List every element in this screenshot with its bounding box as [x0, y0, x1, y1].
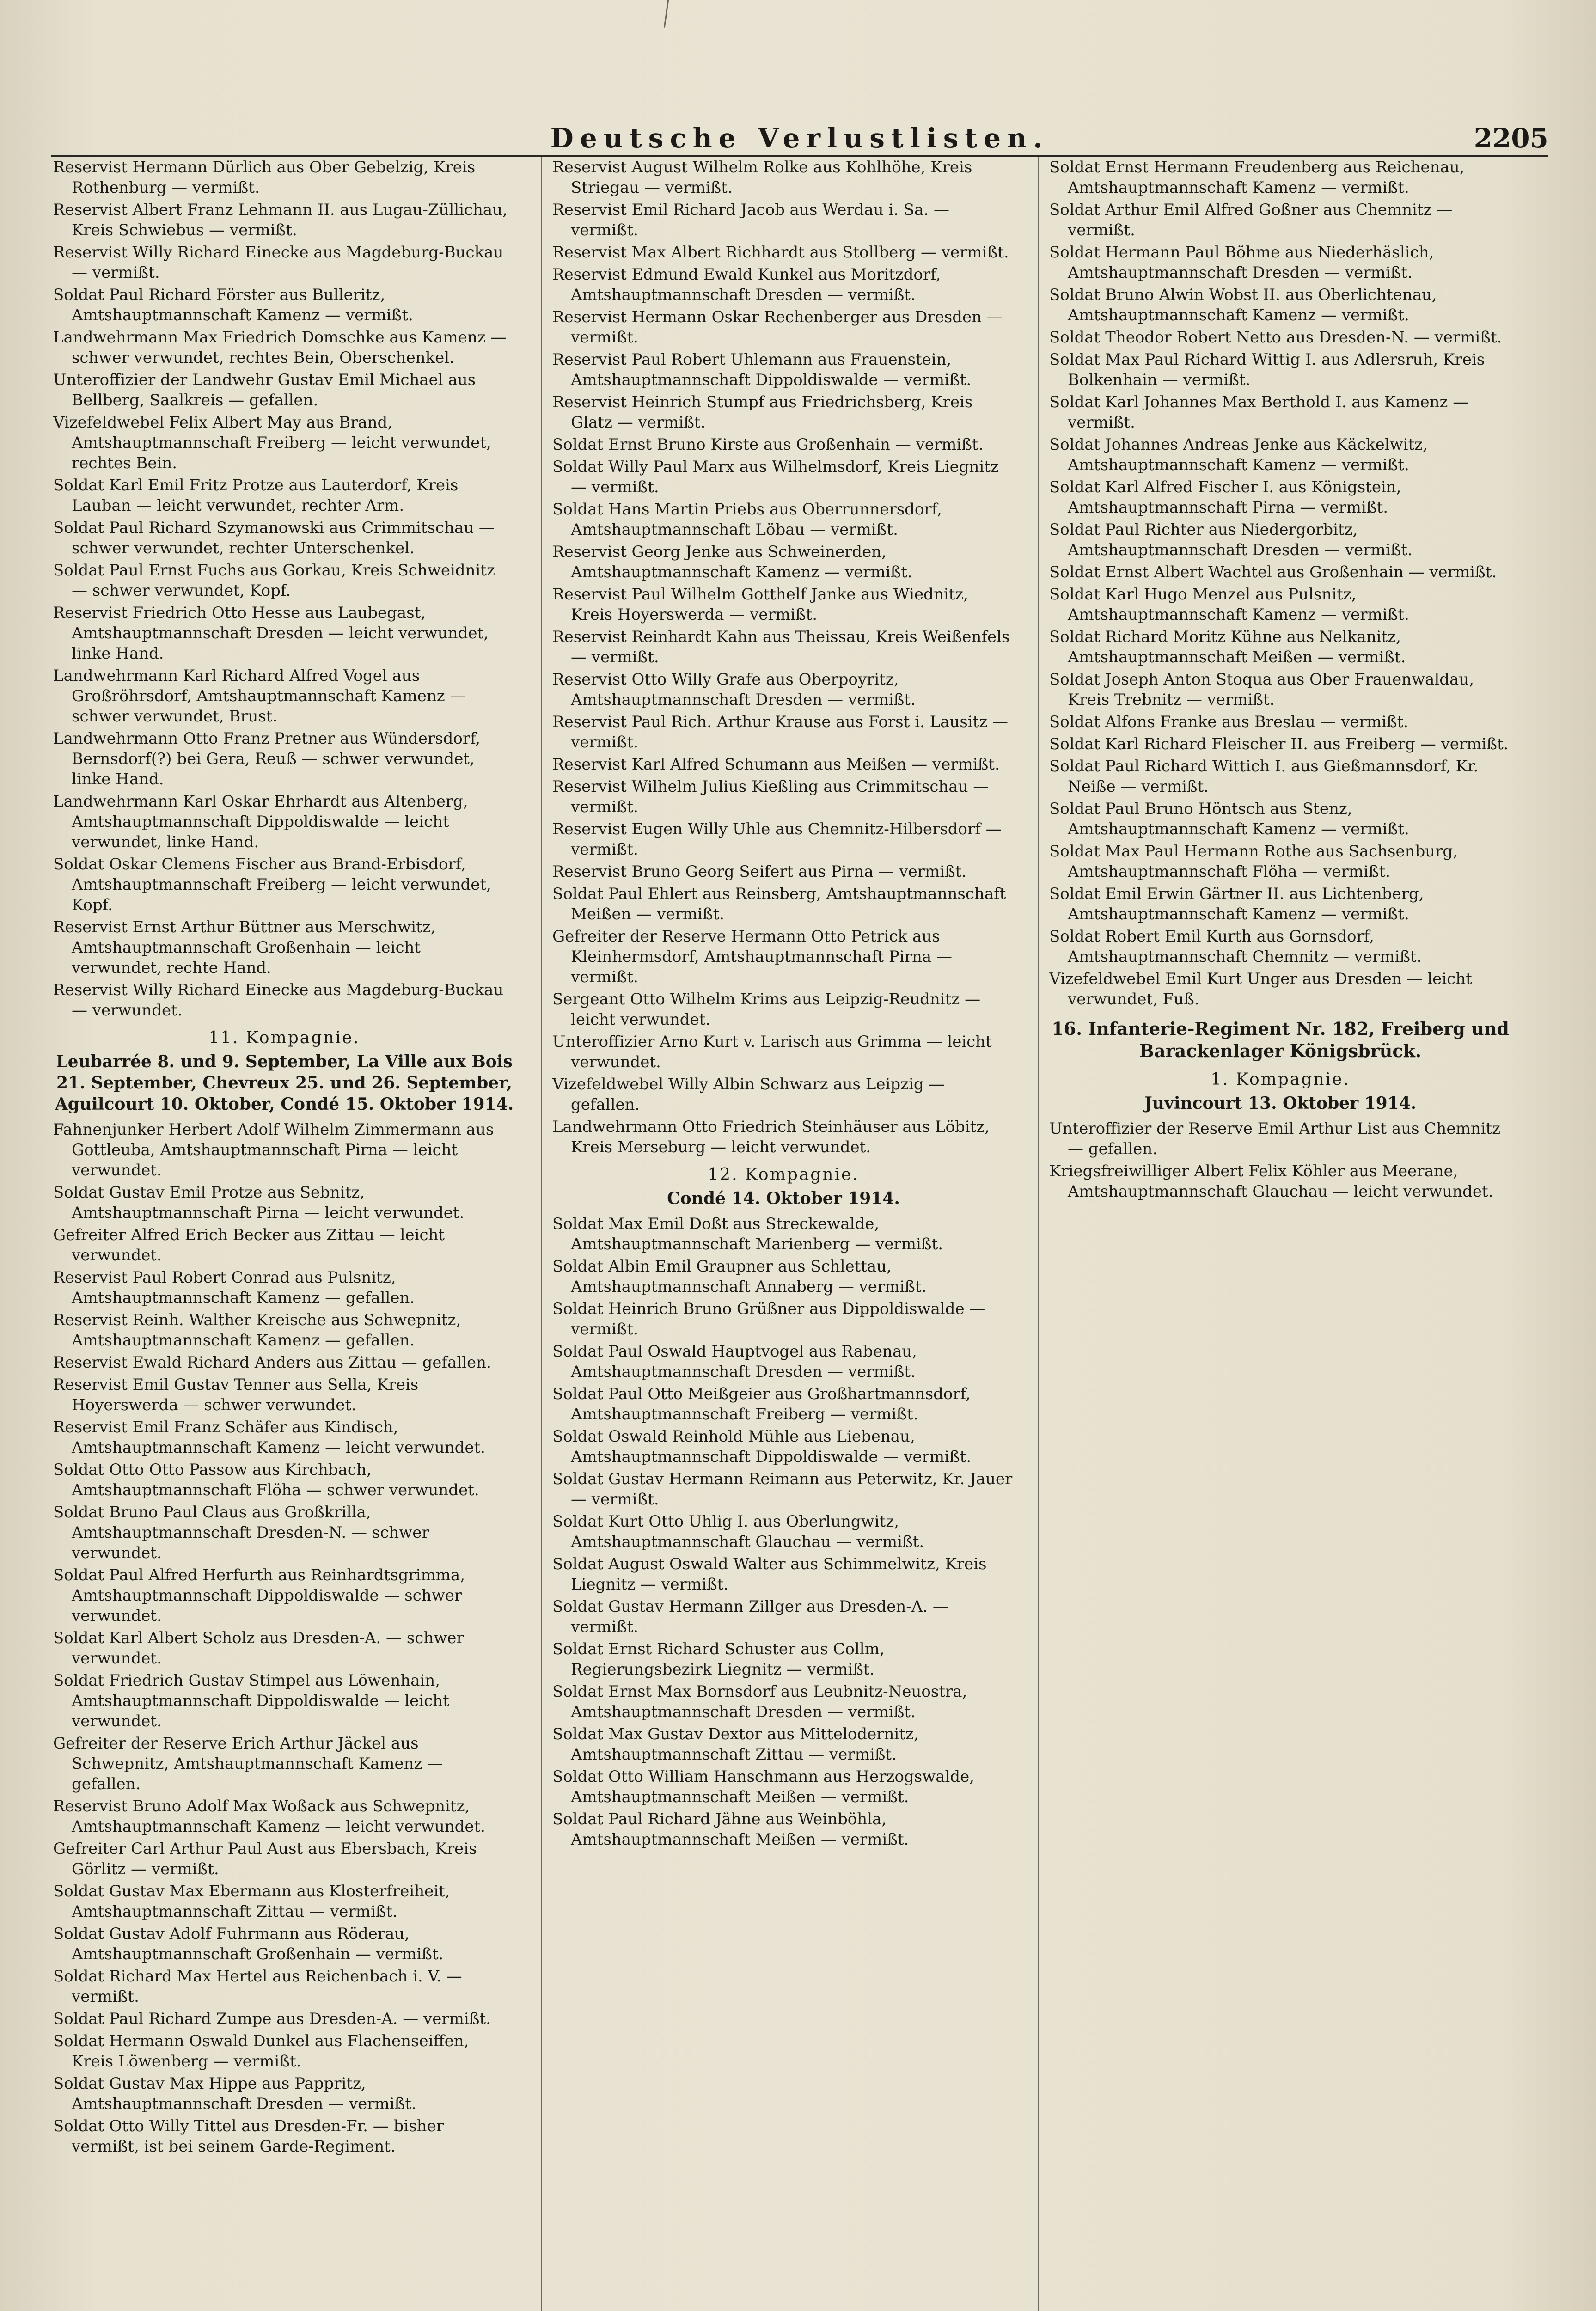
casualty-entry: Soldat Bruno Alwin Wobst II. aus Oberlichtenau, Amtshauptmannschaft Kamenz — vermißt. — [1049, 286, 1437, 324]
column-divider — [541, 157, 542, 2311]
casualty-entry: Reservist Paul Wilhelm Gotthelf Janke aus Wiednitz, Kreis Hoyerswerda — vermißt. — [552, 585, 969, 624]
casualty-entry: Soldat Alfons Franke aus Breslau — vermißt. — [1049, 713, 1409, 731]
casualty-entry: Reservist Otto Willy Grafe aus Oberpoyritz, Amtshauptmannschaft Dresden — vermißt. — [552, 670, 916, 709]
casualty-entry: Reservist Georg Jenke aus Schweinerden, Amtshauptmannschaft Kamenz — vermißt. — [552, 543, 912, 581]
column-right — [1049, 157, 1511, 1204]
casualty-entry: Soldat Otto Otto Passow aus Kirchbach, Amtshauptmannschaft Flöha — schwer verwundet. — [53, 1461, 479, 1499]
page-header — [51, 118, 1548, 159]
casualty-entry: Soldat Ernst Albert Wachtel aus Großenhain — vermißt. — [1049, 563, 1497, 581]
casualty-entry: Soldat Ernst Hermann Freudenberg aus Reichenau, Amtshauptmannschaft Kamenz — vermißt. — [1049, 158, 1465, 197]
casualty-entry: Soldat Paul Richter aus Niedergorbitz, Amtshauptmannschaft Dresden — vermißt. — [1049, 520, 1413, 559]
casualty-entry: Vizefeldwebel Felix Albert May aus Brand, Amtshauptmannschaft Freiberg — leicht verwundet, rechtes Bein. — [53, 413, 491, 472]
casualty-entry: Soldat Oskar Clemens Fischer aus Brand-Erbisdorf, Amtshauptmannschaft Freiberg — leicht verwundet, Kopf. — [53, 855, 491, 914]
header-rule — [51, 155, 1548, 157]
casualty-entry: Unteroffizier Arno Kurt v. Larisch aus Grimma — leicht verwundet. — [552, 1033, 992, 1071]
casualty-entry: Landwehrmann Otto Friedrich Steinhäuser aus Löbitz, Kreis Merseburg — leicht verwundet. — [552, 1118, 990, 1156]
casualty-entry: Soldat Hermann Oswald Dunkel aus Flachenseiffen, Kreis Löwenberg — vermißt. — [53, 2032, 469, 2071]
company-heading: 11. Kompagnie. — [208, 1028, 360, 1047]
casualty-entry: Sergeant Otto Wilhelm Krims aus Leipzig-Reudnitz — leicht verwundet. — [552, 990, 981, 1029]
company-places: Leubarrée 8. und 9. September, La Ville aux Bois 21. September, Chevreux 25. und 26. September, Aguilcourt 10. Oktober, Condé 15. Oktober 1914. — [55, 1052, 514, 1114]
casualty-entry: Soldat Karl Hugo Menzel aus Pulsnitz, Amtshauptmannschaft Kamenz — vermißt. — [1049, 585, 1409, 624]
casualty-entry: Soldat Bruno Paul Claus aus Großkrilla, Amtshauptmannschaft Dresden-N. — schwer verwundet. — [53, 1503, 429, 1562]
casualty-entry: Soldat Paul Richard Wittich I. aus Gießmannsdorf, Kr. Neiße — vermißt. — [1049, 757, 1479, 796]
casualty-entry: Soldat Paul Otto Meißgeier aus Großhartmannsdorf, Amtshauptmannschaft Freiberg — vermißt. — [552, 1385, 971, 1424]
casualty-entry: Reservist Paul Robert Uhlemann aus Frauenstein, Amtshauptmannschaft Dippoldiswalde — vermißt. — [552, 350, 972, 389]
casualty-entry: Landwehrmann Otto Franz Pretner aus Wündersdorf, Bernsdorf(?) bei Gera, Reuß — schwer verwundet, linke Hand. — [53, 729, 481, 789]
column-left — [53, 157, 515, 2158]
casualty-entry: Gefreiter der Reserve Erich Arthur Jäckel aus Schwepnitz, Amtshauptmannschaft Kamenz — gefallen. — [53, 1734, 443, 1793]
casualty-entry: Soldat Paul Ehlert aus Reinsberg, Amtshauptmannschaft Meißen — vermißt. — [552, 885, 1006, 923]
casualty-entry: Reservist Ewald Richard Anders aus Zittau — gefallen. — [53, 1353, 491, 1372]
casualty-entry: Unteroffizier der Reserve Emil Arthur List aus Chemnitz — gefallen. — [1049, 1119, 1501, 1158]
casualty-entry: Soldat August Oswald Walter aus Schimmelwitz, Kreis Liegnitz — vermißt. — [552, 1555, 987, 1594]
casualty-entry: Reservist Hermann Dürlich aus Ober Gebelzig, Kreis Rothenburg — vermißt. — [53, 158, 476, 197]
casualty-entry: Reservist Bruno Georg Seifert aus Pirna — vermißt. — [552, 862, 967, 881]
casualty-entry: Reservist Edmund Ewald Kunkel aus Moritzdorf, Amtshauptmannschaft Dresden — vermißt. — [552, 265, 941, 304]
company-heading: 12. Kompagnie. — [708, 1165, 859, 1184]
casualty-entry: Soldat Paul Oswald Hauptvogel aus Rabenau, Amtshauptmannschaft Dresden — vermißt. — [552, 1342, 917, 1381]
casualty-entry: Gefreiter der Reserve Hermann Otto Petrick aus Kleinhermsdorf, Amtshauptmannschaft Pirna — vermißt. — [552, 927, 952, 986]
casualty-entry: Reservist Reinhardt Kahn aus Theissau, Kreis Weißenfels — vermißt. — [552, 628, 1010, 666]
casualty-entry: Soldat Max Paul Richard Wittig I. aus Adlersruh, Kreis Bolkenhain — vermißt. — [1049, 350, 1485, 389]
casualty-entry: Soldat Gustav Hermann Reimann aus Peterwitz, Kr. Jauer — vermißt. — [552, 1470, 1013, 1509]
casualty-entry: Soldat Theodor Robert Netto aus Dresden-N. — vermißt. — [1049, 328, 1502, 347]
casualty-entry: Soldat Ernst Richard Schuster aus Collm, Regierungsbezirk Liegnitz — vermißt. — [552, 1640, 885, 1679]
casualty-entry: Soldat Hermann Paul Böhme aus Niederhäslich, Amtshauptmannschaft Dresden — vermißt. — [1049, 243, 1434, 282]
casualty-entry: Reservist Willy Richard Einecke aus Magdeburg-Buckau — verwundet. — [53, 981, 504, 1020]
casualty-entry: Reservist Ernst Arthur Büttner aus Merschwitz, Amtshauptmannschaft Großenhain — leicht verwundet, rechte Hand. — [53, 918, 436, 977]
casualty-entry: Reservist Reinh. Walther Kreische aus Schwepnitz, Amtshauptmannschaft Kamenz — gefallen. — [53, 1311, 461, 1350]
page-number: 2205 — [1474, 122, 1548, 154]
casualty-entry: Soldat Max Paul Hermann Rothe aus Sachsenburg, Amtshauptmannschaft Flöha — vermißt. — [1049, 842, 1458, 881]
company-places: Condé 14. Oktober 1914. — [667, 1189, 900, 1208]
casualty-entry: Soldat Johannes Andreas Jenke aus Käckelwitz, Amtshauptmannschaft Kamenz — vermißt. — [1049, 435, 1428, 474]
casualty-entry: Reservist Wilhelm Julius Kießling aus Crimmitschau — vermißt. — [552, 777, 989, 816]
casualty-entry: Reservist Albert Franz Lehmann II. aus Lugau-Züllichau, Kreis Schwiebus — vermißt. — [53, 201, 508, 239]
casualty-entry: Soldat Paul Richard Zumpe aus Dresden-A. — vermißt. — [53, 2010, 491, 2028]
casualty-entry: Soldat Emil Erwin Gärtner II. aus Lichtenberg, Amtshauptmannschaft Kamenz — vermißt. — [1049, 885, 1424, 923]
column-middle — [552, 157, 1015, 1852]
regiment-heading: 16. Infanterie-Regiment Nr. 182, Freiberg und Barackenlager Königsbrück. — [1052, 1018, 1509, 1061]
casualty-entry: Reservist Emil Franz Schäfer aus Kindisch, Amtshauptmannschaft Kamenz — leicht verwundet. — [53, 1418, 485, 1457]
casualty-entry: Soldat Gustav Max Hippe aus Pappritz, Amtshauptmannschaft Dresden — vermißt. — [53, 2074, 416, 2113]
casualty-entry: Vizefeldwebel Emil Kurt Unger aus Dresden — leicht verwundet, Fuß. — [1049, 970, 1472, 1009]
casualty-entry: Soldat Richard Moritz Kühne aus Nelkanitz, Amtshauptmannschaft Meißen — vermißt. — [1049, 628, 1406, 666]
casualty-entry: Reservist Bruno Adolf Max Woßack aus Schwepnitz, Amtshauptmannschaft Kamenz — leicht verwundet. — [53, 1797, 485, 1836]
casualty-entry: Soldat Gustav Emil Protze aus Sebnitz, Amtshauptmannschaft Pirna — leicht verwundet. — [53, 1183, 465, 1222]
casualty-entry: Gefreiter Carl Arthur Paul Aust aus Ebersbach, Kreis Görlitz — vermißt. — [53, 1840, 477, 1878]
scratch-mark — [664, 0, 669, 28]
column-divider — [1038, 157, 1039, 2311]
casualty-entry: Soldat Otto Willy Tittel aus Dresden-Fr. — bisher vermißt, ist bei seinem Garde-Regiment. — [53, 2117, 444, 2156]
casualty-entry: Soldat Karl Emil Fritz Protze aus Lauterdorf, Kreis Lauban — leicht verwundet, rechter Arm. — [53, 476, 459, 515]
casualty-entry: Reservist Emil Gustav Tenner aus Sella, Kreis Hoyerswerda — schwer verwundet. — [53, 1376, 419, 1414]
casualty-entry: Soldat Kurt Otto Uhlig I. aus Oberlungwitz, Amtshauptmannschaft Glauchau — vermißt. — [552, 1512, 924, 1551]
casualty-entry: Soldat Karl Alfred Fischer I. aus Königstein, Amtshauptmannschaft Pirna — vermißt. — [1049, 478, 1401, 517]
casualty-entry: Reservist Paul Robert Conrad aus Pulsnitz, Amtshauptmannschaft Kamenz — gefallen. — [53, 1268, 415, 1307]
casualty-entry: Landwehrmann Karl Richard Alfred Vogel aus Großröhrsdorf, Amtshauptmannschaft Kamenz — schwer verwundet, Brust. — [53, 666, 466, 726]
casualty-entry: Vizefeldwebel Willy Albin Schwarz aus Leipzig — gefallen. — [552, 1075, 945, 1114]
casualty-entry: Reservist Karl Alfred Schumann aus Meißen — vermißt. — [552, 755, 1000, 774]
casualty-entry: Soldat Robert Emil Kurth aus Gornsdorf, Amtshauptmannschaft Chemnitz — vermißt. — [1049, 927, 1422, 966]
casualty-entry: Landwehrmann Max Friedrich Domschke aus Kamenz — schwer verwundet, rechtes Bein, Oberschenkel. — [53, 328, 507, 367]
casualty-entry: Soldat Paul Alfred Herfurth aus Reinhardtsgrimma, Amtshauptmannschaft Dippoldiswalde — schwer verwundet. — [53, 1566, 465, 1625]
casualty-entry: Soldat Friedrich Gustav Stimpel aus Löwenhain, Amtshauptmannschaft Dippoldiswalde — leicht verwundet. — [53, 1671, 449, 1730]
casualty-entry: Reservist Emil Richard Jacob aus Werdau i. Sa. — vermißt. — [552, 201, 950, 239]
casualty-entry: Soldat Willy Paul Marx aus Wilhelmsdorf, Kreis Liegnitz — vermißt. — [552, 458, 999, 496]
casualty-entry: Reservist Max Albert Richhardt aus Stollberg — vermißt. — [552, 243, 1009, 262]
casualty-entry: Soldat Albin Emil Graupner aus Schlettau, Amtshauptmannschaft Annaberg — vermißt. — [552, 1257, 927, 1296]
casualty-entry: Soldat Ernst Max Bornsdorf aus Leubnitz-Neuostra, Amtshauptmannschaft Dresden — vermißt. — [552, 1682, 967, 1721]
casualty-entry: Soldat Paul Richard Szymanowski aus Crimmitschau — schwer verwundet, rechter Unterschenkel. — [53, 519, 495, 557]
casualty-entry: Soldat Ernst Bruno Kirste aus Großenhain — vermißt. — [552, 435, 984, 454]
casualty-entry: Kriegsfreiwilliger Albert Felix Köhler aus Meerane, Amtshauptmannschaft Glauchau — leicht verwundet. — [1049, 1162, 1493, 1201]
casualty-entry: Soldat Paul Ernst Fuchs aus Gorkau, Kreis Schweidnitz — schwer verwundet, Kopf. — [53, 561, 495, 600]
casualty-entry: Soldat Heinrich Bruno Grüßner aus Dippoldiswalde — vermißt. — [552, 1300, 985, 1339]
casualty-entry: Soldat Karl Johannes Max Berthold I. aus Kamenz — vermißt. — [1049, 393, 1469, 432]
casualty-entry: Soldat Joseph Anton Stoqua aus Ober Frauenwaldau, Kreis Trebnitz — vermißt. — [1049, 670, 1474, 709]
casualty-entry: Landwehrmann Karl Oskar Ehrhardt aus Altenberg, Amtshauptmannschaft Dippoldiswalde — leicht verwundet, linke Hand. — [53, 792, 468, 851]
casualty-entry: Soldat Max Emil Doßt aus Streckewalde, Amtshauptmannschaft Marienberg — vermißt. — [552, 1215, 943, 1253]
casualty-entry: Reservist Willy Richard Einecke aus Magdeburg-Buckau — vermißt. — [53, 243, 504, 282]
casualty-entry: Reservist Friedrich Otto Hesse aus Laubegast, Amtshauptmannschaft Dresden — leicht verwundet, linke Hand. — [53, 604, 489, 663]
casualty-entry: Soldat Richard Max Hertel aus Reichenbach i. V. — vermißt. — [53, 1967, 462, 2006]
casualty-entry: Soldat Karl Richard Fleischer II. aus Freiberg — vermißt. — [1049, 735, 1509, 753]
casualty-entry: Soldat Paul Richard Jähne aus Weinböhla, Amtshauptmannschaft Meißen — vermißt. — [552, 1810, 909, 1849]
casualty-entry: Soldat Arthur Emil Alfred Goßner aus Chemnitz — vermißt. — [1049, 201, 1453, 239]
casualty-entry: Reservist Paul Rich. Arthur Krause aus Forst i. Lausitz — vermißt. — [552, 713, 1009, 752]
casualty-entry: Soldat Gustav Adolf Fuhrmann aus Röderau, Amtshauptmannschaft Großenhain — vermißt. — [53, 1925, 444, 1963]
casualty-entry: Soldat Hans Martin Priebs aus Oberrunnersdorf, Amtshauptmannschaft Löbau — vermißt. — [552, 500, 942, 539]
casualty-entry: Soldat Otto William Hanschmann aus Herzogswalde, Amtshauptmannschaft Meißen — vermißt. — [552, 1767, 975, 1806]
casualty-entry: Reservist Hermann Oskar Rechenberger aus Dresden — vermißt. — [552, 308, 1003, 347]
casualty-entry: Soldat Paul Bruno Höntsch aus Stenz, Amtshauptmannschaft Kamenz — vermißt. — [1049, 800, 1409, 838]
casualty-entry: Reservist August Wilhelm Rolke aus Kohlhöhe, Kreis Striegau — vermißt. — [552, 158, 972, 197]
casualty-entry: Soldat Gustav Hermann Zillger aus Dresden-A. — vermißt. — [552, 1597, 948, 1636]
casualty-entry: Soldat Max Gustav Dextor aus Mittelodernitz, Amtshauptmannschaft Zittau — vermißt. — [552, 1725, 919, 1764]
casualty-entry: Soldat Gustav Max Ebermann aus Klosterfreiheit, Amtshauptmannschaft Zittau — vermißt. — [53, 1882, 450, 1921]
page-title: Deutsche Verlustlisten. — [550, 122, 1049, 154]
casualty-entry: Gefreiter Alfred Erich Becker aus Zittau — leicht verwundet. — [53, 1226, 445, 1265]
casualty-entry: Reservist Heinrich Stumpf aus Friedrichsberg, Kreis Glatz — vermißt. — [552, 393, 973, 432]
casualty-entry: Fahnenjunker Herbert Adolf Wilhelm Zimmermann aus Gottleuba, Amtshauptmannschaft Pirna — leicht verwundet. — [53, 1120, 494, 1180]
casualty-entry: Soldat Oswald Reinhold Mühle aus Liebenau, Amtshauptmannschaft Dippoldiswalde — vermißt. — [552, 1427, 972, 1466]
casualty-entry: Reservist Eugen Willy Uhle aus Chemnitz-Hilbersdorf — vermißt. — [552, 820, 1002, 859]
company-places: Juvincourt 13. Oktober 1914. — [1144, 1094, 1417, 1113]
casualty-entry: Soldat Karl Albert Scholz aus Dresden-A. — schwer verwundet. — [53, 1629, 464, 1668]
casualty-entry: Soldat Paul Richard Förster aus Bulleritz, Amtshauptmannschaft Kamenz — vermißt. — [53, 286, 413, 324]
casualty-entry: Unteroffizier der Landwehr Gustav Emil Michael aus Bellberg, Saalkreis — gefallen. — [53, 371, 476, 410]
company-heading: 1. Kompagnie. — [1211, 1070, 1350, 1089]
